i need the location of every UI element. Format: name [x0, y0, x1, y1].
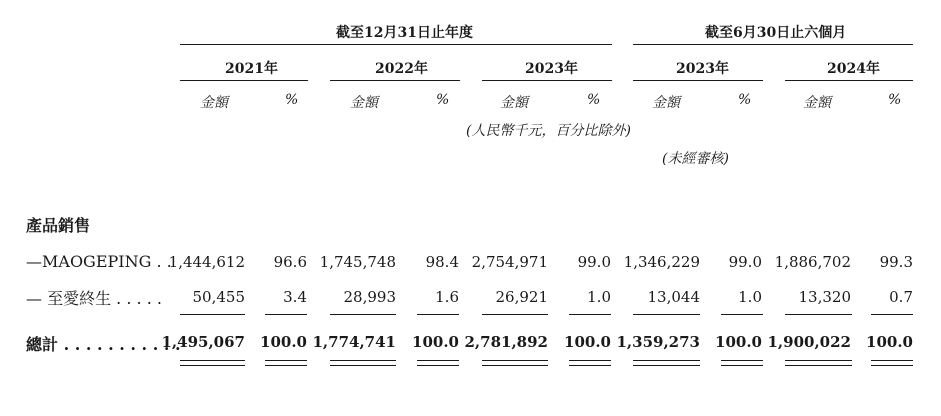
subtotal-rule — [180, 314, 245, 315]
cell: 13,320 — [798, 288, 851, 306]
year-2023-full: 2023年 — [525, 61, 578, 77]
header-six-months: 截至6月30日止六個月 — [705, 25, 847, 41]
cell: 99.0 — [577, 253, 611, 271]
total-cell: 100.0 — [564, 333, 611, 351]
total-cell: 1,359,273 — [616, 333, 700, 351]
rule-year-2023-half — [633, 80, 763, 81]
col-amount-2023-full: 金額 — [500, 95, 528, 111]
subtotal-rule — [482, 314, 548, 315]
subtotal-rule — [871, 314, 913, 315]
cell: 28,993 — [343, 288, 396, 306]
total-double-rule — [482, 360, 548, 366]
total-double-rule — [785, 360, 852, 366]
total-cell: 1,774,741 — [312, 333, 396, 351]
cell: 1,444,612 — [168, 253, 245, 271]
col-amount-2022: 金額 — [350, 95, 378, 111]
row-label-maogeping: —MAOGEPING . . — [26, 252, 172, 271]
cell: 0.7 — [889, 288, 913, 306]
subtotal-rule — [265, 314, 307, 315]
col-percent-2022: % — [436, 92, 450, 108]
year-2022: 2022年 — [375, 61, 428, 77]
total-label: 總計 . . . . . . . . . . . — [26, 335, 181, 354]
col-percent-2023-half: % — [738, 92, 752, 108]
section-title: 產品銷售 — [26, 216, 91, 235]
col-percent-2024-half: % — [888, 92, 902, 108]
rule-year-2024-half — [785, 80, 913, 81]
cell: 2,754,971 — [471, 253, 548, 271]
subtotal-rule — [785, 314, 852, 315]
row-label-zhiai: — 至愛終生 . . . . . — [26, 289, 162, 308]
cell: 1,745,748 — [319, 253, 396, 271]
subtotal-rule — [417, 314, 459, 315]
cell: 99.3 — [879, 253, 913, 271]
total-cell: 1,495,067 — [161, 333, 245, 351]
cell: 1.0 — [738, 288, 762, 306]
year-2023-half: 2023年 — [676, 61, 729, 77]
total-cell: 100.0 — [260, 333, 307, 351]
subtotal-rule — [721, 314, 763, 315]
cell: 1.0 — [587, 288, 611, 306]
total-double-rule — [569, 360, 611, 366]
col-amount-2021: 金額 — [200, 95, 228, 111]
subtotal-rule — [633, 314, 700, 315]
rule-year-2021 — [180, 80, 308, 81]
col-amount-2023-half: 金額 — [652, 95, 680, 111]
col-amount-2024-half: 金額 — [803, 95, 831, 111]
subtotal-rule — [330, 314, 396, 315]
total-cell: 100.0 — [715, 333, 762, 351]
cell: 99.0 — [728, 253, 762, 271]
total-double-rule — [871, 360, 913, 366]
rule-full-year — [180, 44, 612, 45]
rule-six-months — [633, 44, 913, 45]
unaudited-note: (未經審核) — [662, 151, 729, 167]
cell: 1.6 — [435, 288, 459, 306]
rule-year-2022 — [330, 80, 460, 81]
cell: 50,455 — [192, 288, 245, 306]
total-cell: 100.0 — [866, 333, 913, 351]
total-cell: 2,781,892 — [464, 333, 548, 351]
total-double-rule — [330, 360, 396, 366]
total-double-rule — [633, 360, 700, 366]
cell: 13,044 — [647, 288, 700, 306]
total-double-rule — [417, 360, 459, 366]
subtotal-rule — [569, 314, 611, 315]
cell: 1,886,702 — [774, 253, 851, 271]
col-percent-2021: % — [285, 92, 299, 108]
total-double-rule — [265, 360, 307, 366]
cell: 26,921 — [495, 288, 548, 306]
col-percent-2023-full: % — [587, 92, 601, 108]
total-cell: 100.0 — [412, 333, 459, 351]
total-cell: 1,900,022 — [767, 333, 851, 351]
unit-note: (人民幣千元，百分比除外) — [466, 123, 631, 139]
cell: 3.4 — [283, 288, 307, 306]
year-2021: 2021年 — [225, 61, 278, 77]
total-double-rule — [180, 360, 245, 366]
cell: 96.6 — [273, 253, 307, 271]
total-double-rule — [721, 360, 763, 366]
cell: 1,346,229 — [623, 253, 700, 271]
header-full-year: 截至12月31日止年度 — [336, 25, 473, 41]
year-2024-half: 2024年 — [827, 61, 880, 77]
cell: 98.4 — [425, 253, 459, 271]
rule-year-2023-full — [482, 80, 612, 81]
